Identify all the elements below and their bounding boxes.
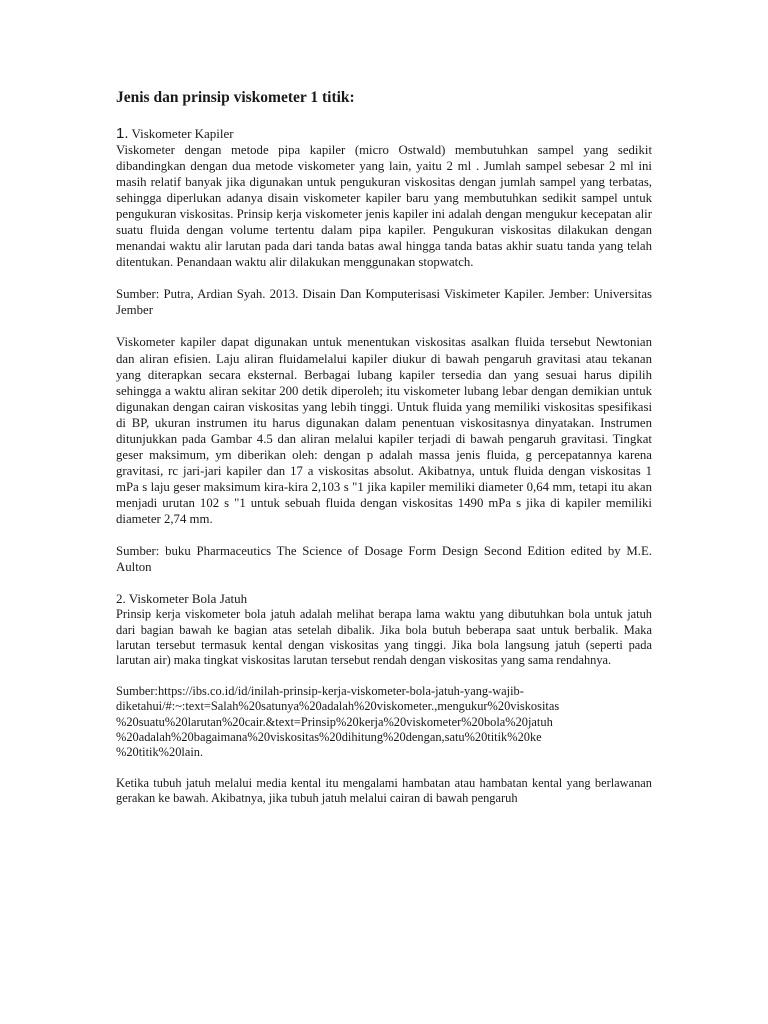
section-2-paragraph-2: Ketika tubuh jatuh melalui media kental itu mengalami hambatan atau hambatan kental yang berlawanan gerakan ke bawah. Akibatnya, jika tubuh jatuh melalui cairan di bawah pengaruh bbox=[116, 775, 652, 806]
document-title: Jenis dan prinsip viskometer 1 titik: bbox=[116, 89, 355, 106]
section-1-paragraph-1: Viskometer dengan metode pipa kapiler (micro Ostwald) membutuhkan sampel yang sedikit dibandingkan dengan dua metode viskometer yang lain, yaitu 2 ml . Jumlah sampel sebesar 2 ml ini masih relatif banyak jika digunakan untuk pengukuran viskositas dengan jumlah sampel yang terbatas, sehingga diperlukan adanya disain viskometer kapiler baru yang membutuhkan sedikit sampel untuk pengukuran viskositas. Prinsip kerja viskometer jenis kapiler ini adalah dengan mengukur kecepatan alir suatu fluida dengan volume tertentu dalam pipa kapiler. Pengukuran viskositas dilakukan dengan menandai waktu alir larutan pada dari tanda batas awal hingga tanda batas akhir suatu tanda yang telah ditentukan. Penandaan waktu alir dilakukan menggunakan stopwatch. bbox=[116, 143, 652, 270]
source-link-line[interactable]: %20adalah%20bagaimana%20viskositas%20dihitung%20dengan,satu%20titik%20ke bbox=[116, 729, 542, 744]
source-link-line[interactable]: %20suatu%20larutan%20cair.&text=Prinsip%20kerja%20viskometer%20bola%20jatuh bbox=[116, 714, 553, 729]
section-1-title: Viskometer Kapiler bbox=[131, 126, 234, 141]
source-link-line[interactable]: %20titik%20lain. bbox=[116, 745, 204, 760]
source-link-line[interactable]: diketahui/#:~:text=Salah%20satunya%20adalah%20viskometer.,mengukur%20viskositas bbox=[116, 699, 560, 714]
section-1-number: 1. bbox=[116, 125, 129, 142]
section-2-heading bbox=[116, 591, 652, 607]
section-2-paragraph-1: Prinsip kerja viskometer bola jatuh adalah melihat berapa lama waktu yang dibutuhkan bola untuk jatuh dari bagian bawah ke bagian atas setelah dibalik. Jika bola butuh beberapa saat untuk berbalik. Maka larutan tersebut termasuk kental dengan viskositas yang tinggi. Jika bola langsung jatuh (seperti pada larutan air) maka tingkat viskositas larutan tersebut rendah dengan viskositas yang sama rendahnya. bbox=[116, 607, 652, 668]
section-1-paragraph-2: Viskometer kapiler dapat digunakan untuk menentukan viskositas asalkan fluida tersebut Newtonian dan aliran efisien. Laju aliran fluidamelalui kapiler diukur di bawah pengaruh gravitasi atau tekanan yang diterapkan secara eksternal. Berbagai lubang kapiler tersedia dan yang sesuai harus dipilih sehingga a waktu aliran sekitar 200 detik diperoleh; itu viskometer lubang lebar dengan demikian untuk digunakan dengan cairan viskositas yang lebih tinggi. Untuk fluida yang memiliki viskositas spesifikasi di BP, ukuran instrumen itu harus digunakan dalam penentuan viskositasnya dinyatakan. Instrumen ditunjukkan pada Gambar 4.5 dan aliran melalui kapiler terjadi di bawah pengaruh gravitasi. Tingkat geser maksimum, ym diberikan oleh: dengan p adalah massa jenis fluida, g percepatannya karena gravitasi, rc jari-jari kapiler dan 17 a viskositas absolut. Akibatnya, untuk fluida dengan viskositas 1 mPa s laju geser maksimum kira-kira 2,103 s "1 jika kapiler memiliki diameter 0,64 mm, tetapi itu akan menjadi urutan 102 s "1 untuk sebuah fluida dengan viskositas 1490 mPa s jika di kapiler memiliki diameter 2,74 mm. bbox=[116, 335, 652, 526]
section-2-title: Viskometer Bola Jatuh bbox=[128, 591, 248, 607]
source-link-line[interactable]: Sumber:https://ibs.co.id/id/inilah-prinsip-kerja-viskometer-bola-jatuh-yang-wajib- bbox=[116, 683, 524, 698]
section-2-source bbox=[116, 684, 652, 761]
section-2-number: 2. bbox=[116, 591, 126, 607]
document-page bbox=[116, 88, 652, 807]
section-1-heading bbox=[116, 126, 652, 142]
section-1-source-2: Sumber: buku Pharmaceutics The Science of Dosage Form Design Second Edition edited by M.E. Aulton bbox=[116, 544, 652, 575]
section-1-source-1: Sumber: Putra, Ardian Syah. 2013. Disain Dan Komputerisasi Viskimeter Kapiler. Jember: Universitas Jember bbox=[116, 287, 652, 318]
